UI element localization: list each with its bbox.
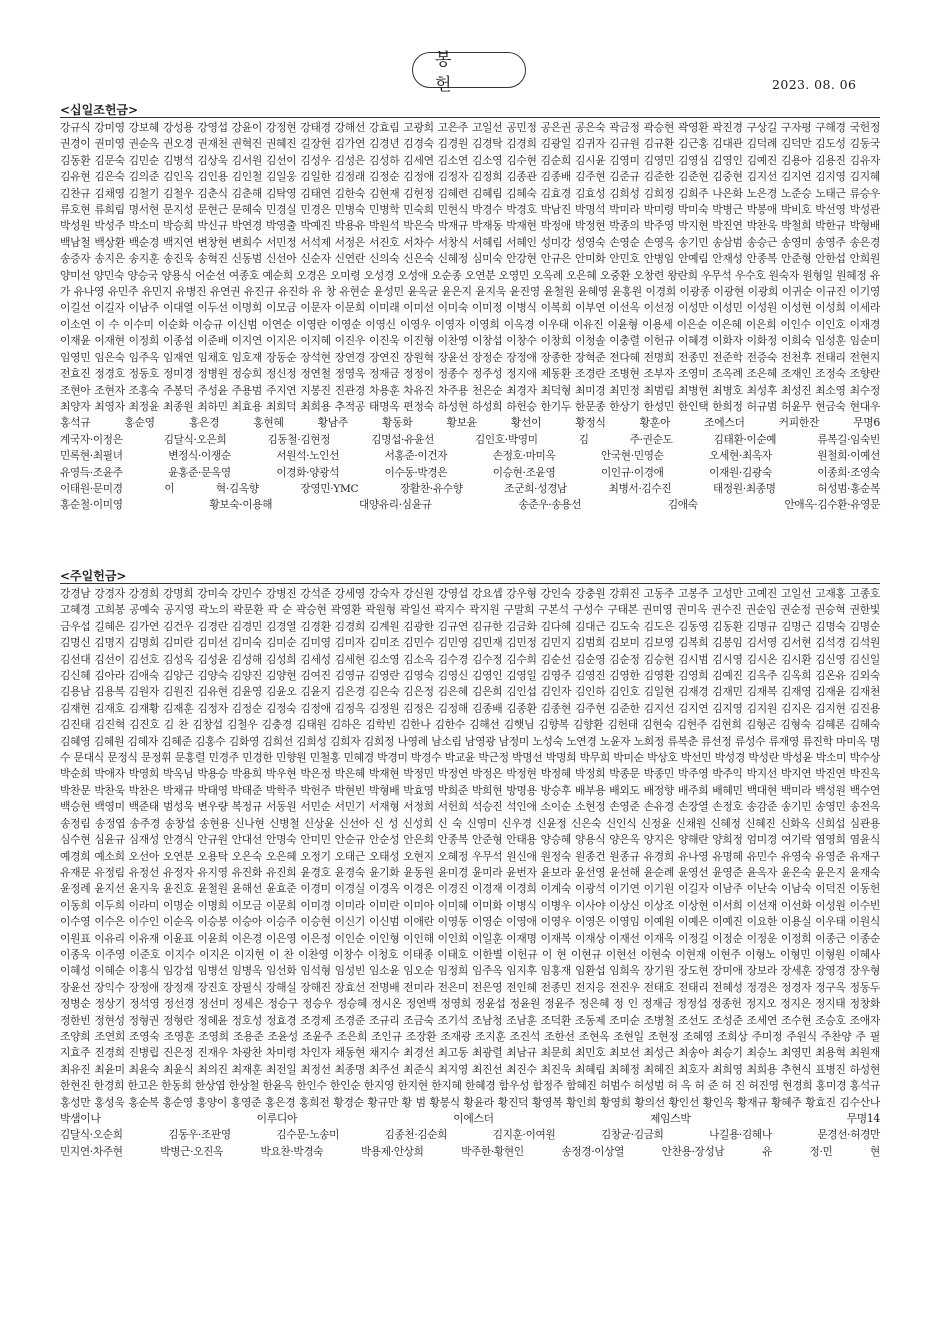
couple-donor-line: 홍순철·이미영 황보숙·이용해 대양유리·심윤규 송준우·송용선 김애숙 안애옥·김수환·유영문 xyxy=(60,499,880,512)
couple-donor-line: 민록현·최필녀 변정식·이쟁순 서원석·노인선 서홍준·이건자 손정호·마미옥 안국현·민영순 오세현·최옥자 원철희·이예선 xyxy=(60,450,880,463)
section-divider xyxy=(60,583,880,584)
donor-name-list: 강경남 강경자 강경희 강명희 강미숙 강민수 강병진 강석준 강세영 강숙자 강신원 강영섭 강요셉 강우형 강인숙 강충원 강휘진 고동주 고봉주 고성만 고예진 고일선 고재홍 고종호 고혜경 고희봉 공예숙 공지영 곽노의 곽문환 곽 순 곽승현 곽영환 곽원형 곽일선 곽지수 곽지원 구말희 구본석 구성수 구태본 권미영 권미옥 권수진 권순임 권순정 권승혁 권한빛 금우섭 길혜은 김가연 김건우 김경란 김경민 김경열 김경환 김경희 김계원 김광한 김규연 김규한 김금화 김다혜 김대근 김도숙 김도은 김동영 김동환 김명규 김명근 김명숙 김명순 김명신 김명지 김명희 김미란 김미선 김미숙 김미순 김미영 김미자 김미조 김민수 김민영 김민재 김민정 김민지 김범희 김보미 김보영 김복희 김봉임 김서영 김서현 김석경 김석원 김선대 김선이 김선호 김성옥 김성윤 김성해 김성희 김세성 김세현 김소영 김소옥 김수경 김수정 김수희 김순선 김순영 김순정 김승현 김시범 김시영 김시온 김시환 김신영 김신일 김신혜 김아라 김애숙 김양근 김양숙 김양진 김양현 김여진 김영규 김영란 김영숙 김영신 김영인 김영일 김영주 김영진 김영한 김영환 김영희 김예진 김옥주 김옥희 김온유 김외숙 김용남 김용복 김원자 김원진 김유현 김윤영 김윤오 김윤지 김은경 김은숙 김은정 김은혜 김은희 김인섭 김인자 김인하 김인호 김일현 김재경 김재민 김재복 김재영 김재윤 김재천 김재현 김재호 김재황 김재훈 김정자 김정순 김정숙 김정애 김정옥 김정원 김정은 김정해 김종배 김종환 김종현 김주현 김준한 김지선 김지연 김지영 김지원 김지은 김지현 김진용 김진태 김진혁 김진호 김 찬 김창섭 김철우 김충경 김태원 김하은 김학빈 김한나 김한수 김해선 김햇님 김향복 김향환 김헌태 김현숙 김현주 김현희 김형곤 김형숙 김혜론 김혜숙 김혜영 김혜원 김혜자 김혜준 김홍수 김화영 김희선 김희성 김희자 김희정 나영례 남소림 남영광 남정미 노성숙 노연경 노윤자 노희정 류복춘 류선정 류성수 류재영 류진학 마미옥 명 수 문대식 문정식 문정휘 문홍렬 민경주 민경한 민향원 민철홍 민혜경 박경미 박경수 박교윤 박근정 박명선 박명희 박무희 박미순 박상호 박선민 박성경 박성란 박성윤 박소미 박수상 박순희 박애자 박영희 박옥님 박용승 박용희 박우현 박은정 박은혜 박재현 박정민 박정연 박정은 박정현 박정혜 박정희 박종문 박종민 박주영 박주익 박지선 박지연 박진연 박진옥 박찬문 박찬욱 박찬은 박채규 박태영 박태준 박학주 박헌주 박현빈 박형배 박효영 박희준 박희현 방명용 방승후 배부용 배외도 배정향 배주희 배혜민 백대현 백미라 백성원 백수연 백승현 백영미 백준태 범성욱 변우량 복정규 서동원 서민순 서민기 서재형 서정희 서헌희 석승진 석인애 소이순 소현정 손영준 손유경 손장열 손정호 송감준 송기민 송영민 송전옥 송정림 송정엽 송주경 송창섭 송현용 신나현 신병철 신상윤 신선아 신 성 신성희 신 숙 신영미 신우경 신윤정 신은숙 신인식 신정윤 신채원 신혜정 신혜진 신화옥 신희섭 심관용 심수현 심윤규 심재성 안경식 안규원 안대선 안명숙 안미민 안순규 안순성 안은희 안종복 안준형 안태용 양승혜 양용식 양은옥 양지은 양해란 양희정 엄미경 여기락 염영희 염윤식 예경희 예소희 오선아 오연분 오용탁 오은숙 오은혜 오정기 오태근 오태성 오현지 오혜정 우무석 원신애 원정숙 원종건 원종규 유경희 유나영 유명혜 유민수 유영숙 유영준 유재구 유재문 유정림 유정선 유정자 유지영 유진화 유진희 윤경호 윤경숙 윤기화 윤동원 윤미경 윤미라 윤번자 윤보라 윤선영 윤선해 윤순례 윤영선 윤영준 윤옥자 윤은숙 윤은지 윤재숙 윤정례 윤지선 윤지욱 윤진호 윤철원 윤해선 윤효준 이경미 이경실 이경옥 이경은 이경진 이경재 이경희 이계숙 이광석 이기연 이기원 이길자 이남주 이난숙 이남숙 이덕진 이동헌 이동희 이두희 이라미 이명순 이명희 이모금 이문희 이미경 이미라 이미란 이미아 이미혜 이미화 이병식 이병우 이사야 이상신 이상조 이상현 이서희 이선재 이선화 이성원 이수빈 이수영 이수은 이수인 이순옥 이승봉 이승아 이승주 이승현 이신기 이신범 이애란 이영동 이영순 이영애 이영우 이영은 이영임 이예원 이예은 이예진 이요한 이용실 이우태 이원식 이원표 이유리 이유재 이윤표 이윤희 이은경 이은영 이은정 이인순 이인형 이인해 이인희 이일훈 이재명 이재복 이재상 이재선 이재옥 이정길 이정순 이정운 이정희 이종근 이종순 이종욱 이주영 이준호 이지수 이지은 이지현 이 찬 이찬영 이창수 이청호 이태종 이태호 이한별 이헌규 이 현 이현규 이현선 이현숙 이현재 이현주 이형노 이형민 이형원 이혜사 이혜성 이혜순 이홍식 임강섭 임병선 임병옥 임선화 임석형 임성빈 임소윤 임오순 임정희 임주옥 임지후 임홍재 임환섭 임희옥 장기원 장도현 장미애 장보라 장세훈 장영경 장우형 장윤선 장익수 장정애 장정재 장진호 장필식 장해실 장해진 장효선 전명배 전미라 전은미 전은영 전인혜 전종민 전지응 전진우 전태호 전태리 전혜성 정경은 정경자 정구옥 정동두 정병순 정상기 정석영 정선경 정선미 정세은 정승구 정승우 정승혜 정시온 정연백 정영희 정윤섭 정윤원 정윤주 정은혜 정 인 정재금 정정섭 정종헌 정지오 정지은 정지태 정창화 정한빈 정현성 정형권 정형란 정혜윤 정호성 정효경 조경제 조경준 조규리 조금숙 조기석 조남청 조남훈 조덕환 조동제 조미순 조병철 조선도 조성준 조세연 조수현 조승호 조애자 조양희 조연희 조영숙 조영훈 조영희 조용준 조윤성 조윤주 조은희 조인규 조장환 조재광 조지훈 조진석 조한선 조현옥 조현일 조현정 조혜영 조희상 주미정 주원식 주찬양 주 필 지효주 진경희 진병립 진은정 진재우 차광찬 차미령 차인자 채동현 채지수 최경선 최고동 최광렬 최남규 최문희 최민호 최보선 최성근 최송아 최승기 최승노 최영민 최용혁 최원재 최유진 최윤미 최윤숙 최윤식 최의진 최재훈 최전일 최정선 최종명 최주선 최준식 최지영 최진선 최진수 최진욱 최혜림 최혜정 최혜진 최호자 최희영 최희용 추현식 표병진 하성현 한현진 한경희 한고은 한동희 한상엽 한상철 한윤옥 한인수 한인순 한지영 한지현 한지혜 한혜경 함우성 함정주 함혜진 허범수 허성범 허 옥 허 준 허 진 허진영 현경희 홍미경 홍석규 홍성만 홍성욱 홍순복 홍순영 홍양이 홍영준 홍은경 홍희전 황경순 황규만 황 범 황봉식 황윤라 황진덕 황영복 황인희 황영희 황의선 황인선 황인옥 황재규 황혜주 황효진 김수산나 박샘이나 이루디아 이에스더 제임스박 무명14 xyxy=(60,587,881,1125)
sunday-offering-section xyxy=(60,569,880,1160)
section-title: <십일조헌금> xyxy=(60,103,139,117)
section-title: <주일헌금> xyxy=(60,569,127,583)
couple-donor-line: 계국자·이정은 김달식·오은희 김동철·김현정 김명섭·유윤선 김인호·박영미 김 주·권순도 김태환·이순예 류복길·임숙빈 xyxy=(60,433,880,446)
page-title: 봉 헌 xyxy=(412,52,526,88)
couple-donor-line: 민지연·차주현 박병근·오진옥 박요찬·박경숙 박용제·안상희 박주한·황현인 송정경·이상열 안찬용·장성남 유 정·민 현 xyxy=(60,1145,880,1158)
couple-donor-line: 이태원·문미경 이 혁·김옥향 장영민·YMC 장활찬·유수향 조군희·성경남 최병서·김수진 태정원·최종명 허성범·홍순복 xyxy=(60,482,880,495)
tithe-section xyxy=(60,103,880,514)
section-divider xyxy=(60,117,880,118)
service-date: 2023. 08. 06 xyxy=(772,77,857,92)
couple-donor-line: 유영득·조윤주 윤홍준·문옥영 이경화·양광석 이수동·박경은 이승현·조윤영 이인규·이경애 이재원·김광숙 이종희·조영숙 xyxy=(60,466,880,479)
donor-name-list: 강규식 강미영 강보혜 강성용 강영섭 강윤이 강정현 강태경 강해선 강효림 고광희 고은주 고일선 공민정 공은권 공은숙 곽금정 곽승현 곽영환 곽진경 구상길 구자평 구해경 국헌정 권경이 권미영 권순옥 권오경 권재천 권혁진 권혜진 길장현 김가연 김경년 김경숙 김경원 김경탁 김경희 김광일 김귀자 김규원 김규환 김근홍 김대관 김덕례 김덕만 김도성 김동국 김동환 김문숙 김민순 김병석 김상욱 김서원 김선이 김성우 김성은 김성하 김세연 김소연 김소영 김수현 김순희 김시윤 김영미 김영민 김영심 김영인 김예진 김용아 김용진 김유자 김유현 김은숙 김의준 김인옥 김인용 김인철 김일웅 김일한 김정래 김정순 김정애 김정자 김정희 김종관 김종배 김주현 김준규 김준한 김준현 김중현 김지선 김지연 김지영 김지혜 김찬규 김채영 김철기 김철우 김춘식 김춘해 김탁영 김태연 김한숙 김현재 김현정 김혜련 김혜림 김혜숙 김효경 김효성 김희성 김희정 김희주 나은화 노은경 노준승 노태근 류승우 류호현 류희림 명서현 문지성 문현근 문혜숙 민경실 민경은 민병숙 민병학 민숙희 민현식 박경수 박경호 박남진 박명석 박미라 박미령 박미숙 박병근 박봉애 박비호 박선영 박성관 박성원 박성주 박소미 박승희 박신규 박연경 박영출 박예진 박용유 박원석 박은숙 박재규 박재동 박재현 박정애 박정현 박종의 박주영 박지현 박진연 박찬욱 박철희 박한규 박형배 백남철 백상환 백순경 백지연 변창현 변희수 서민정 서석제 서정은 서진호 서차수 서창식 서혜림 서혜인 성미강 성영숙 손영순 손영옥 송기민 송삼범 송승근 송영미 송영주 송은경 송증자 송지은 송지훈 송진욱 송혁진 신동범 신선아 신순자 신연란 신의숙 신은숙 신혜정 심미숙 안강현 안규은 안미화 안민호 안병임 안예림 안재성 안종복 안준형 안한섭 안희원 양미선 양민숙 양승국 양용식 어순선 여종호 예순희 오경은 오미령 오성경 오성애 오순종 오연분 오영민 오옥례 오은혜 오중환 오창련 왕란희 우무석 우수호 원숙자 원형일 원혜정 유 가 유나영 유민주 유민지 유병진 유연권 유진규 유진하 유 창 유현순 윤성민 윤옥균 윤은지 윤지욱 윤진영 윤철원 윤혜영 윤홍원 이경희 이광종 이광현 이광희 이귀순 이규진 이기영 이길선 이길자 이남주 이대열 이두선 이명희 이모금 이문자 이문희 이미래 이미선 이미숙 이미정 이병식 이복희 이부연 이선옥 이선정 이성만 이성민 이성원 이성현 이성희 이세라 이소연 이 수 이수미 이순화 이승규 이신범 이연순 이영란 이영순 이영신 이영우 이영자 이영희 이옥경 이우태 이유진 이윤형 이용세 이은순 이은혜 이은희 이인수 이인호 이재경 이재윤 이재현 이정희 이종섭 이준배 이지연 이지은 이지혜 이진우 이진욱 이진형 이찬영 이창섭 이창수 이창희 이청솔 이충렬 이헌규 이혜경 이화자 이화정 이희숙 임성훈 임순미 임영민 임은숙 임주옥 임재연 임채호 임호재 장동순 장석현 장연경 장연진 장원혁 장윤선 장정순 장정애 장종한 장혁준 전다혜 전명희 전종민 전준학 전증숙 전천후 전태리 전현지 전효진 정경호 정동호 정미경 정병원 정승희 정신정 정연철 정영욱 정재금 정정이 정종수 정주성 정지애 제동환 조경란 조병현 조부자 조영미 조옥례 조은혜 조재인 조정숙 조향란 조현아 조현자 조홍숙 주봉덕 주성윤 주용범 주지연 지봉진 진관경 차용훈 차유진 차주용 천은순 최경자 최덕형 최미경 최민정 최범림 최병현 최병호 최성후 최성진 최소영 최수정 최양자 최영자 최정윤 최종원 최하민 최효용 최희덕 최희용 추적공 태명옥 편정숙 하성현 하성희 하헌승 한기두 한문종 한상기 한성민 한인택 한희정 허규범 허윤무 현금숙 현대우 홍석규 홍순영 홍은경 홍현혜 황남주 황동화 황보윤 황선이 황정식 황훈아 조에스더 커피한잔 무명6 xyxy=(60,121,881,430)
couple-donor-line: 김달식·오순희 김동우·조판영 김수문·노송미 김종천·김순희 김지훈·이여원 김창균·김금희 나길용·김혜나 문경선·허경만 xyxy=(60,1129,880,1142)
